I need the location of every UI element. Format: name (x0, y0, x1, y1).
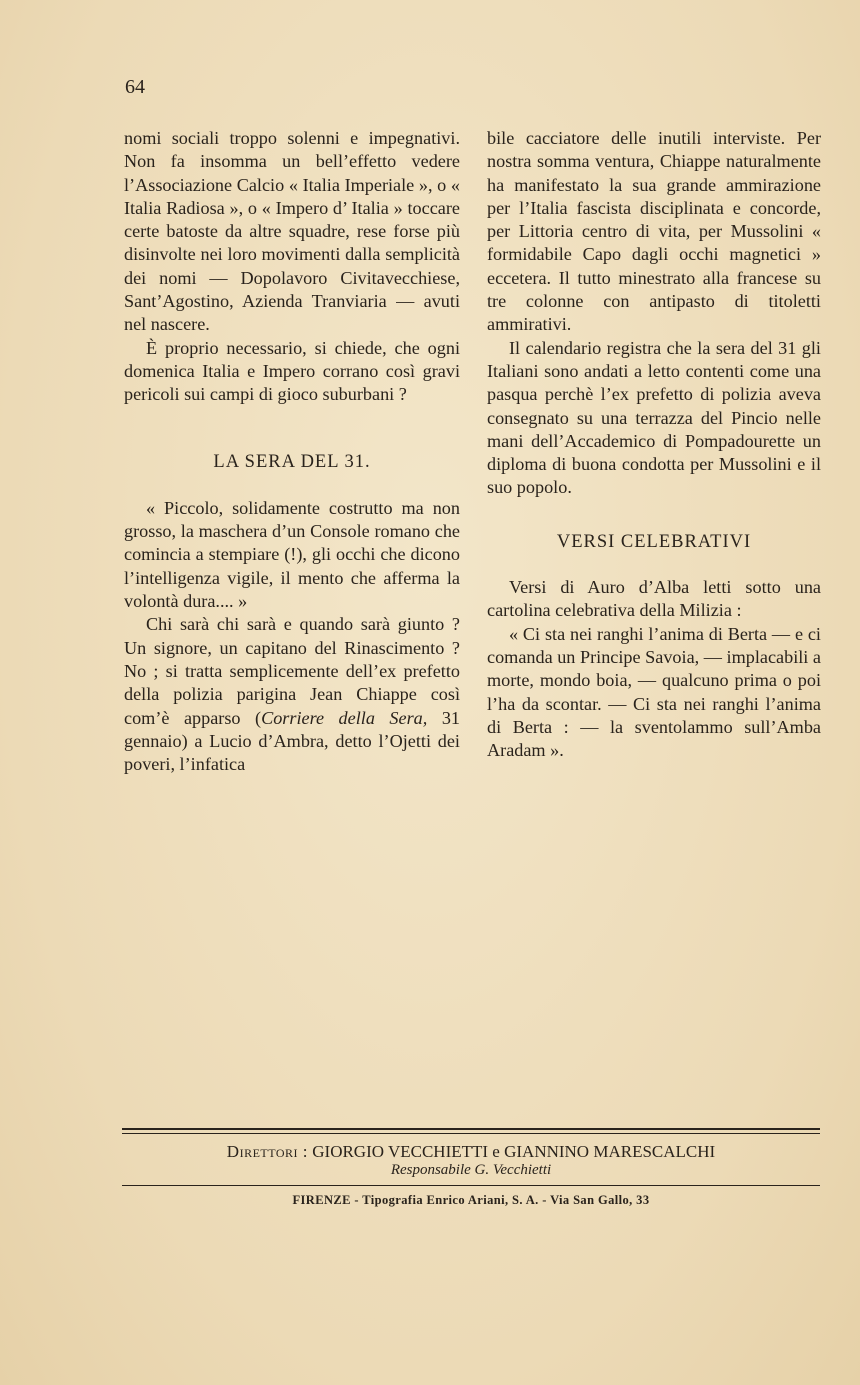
section-heading-versi: VERSI CELEBRATIVI (556, 531, 752, 552)
directors-names: GIORGIO VECCHIETTI e GIANNINO MARESCALCHI (312, 1142, 716, 1161)
right-paragraph-2: Il calendario registra che la sera del 31 gli Italiani sono andati a letto contenti come una pasqua perchè l’ex prefetto di polizia aveva consegnato su una terrazza del Pincio nelle mani dell’Accademico di Pompadourette un diploma di buona condotta per Mussolini e il suo popolo. (487, 337, 821, 498)
colophon (122, 1128, 820, 1208)
footer-double-rule (122, 1128, 820, 1134)
left-paragraph-4b: 31 gennaio) a Lucio d’Ambra, detto l’Ojetti dei poveri, l’infatica (124, 707, 461, 775)
directors-label: Direttori : (226, 1142, 308, 1161)
left-paragraph-4 (124, 613, 460, 776)
page-number: 64 (125, 76, 145, 98)
left-paragraph-2: È proprio necessario, si chiede, che ogni domenica Italia e Impero corrano così gravi pericoli sui campi di gioco suburbani ? (124, 337, 460, 405)
left-column (124, 127, 460, 776)
right-paragraph-1: bile cacciatore delle inutili interviste. Per nostra somma ventura, Chiappe naturalmente ha manifestato la sua grande ammirazione per l’Italia fascista disciplinata e concorde, per Littoria centro di vita, per Mussolini « formidabile Capo dagli occhi magnetici » eccetera. Il tutto minestrato alla francese su tre colonne con antipasto di titoletti ammirativi. (487, 128, 821, 335)
right-column (487, 127, 821, 762)
left-paragraph-1: nomi sociali troppo solenni e impegnativi. Non fa insomma un bell’effetto vedere l’Associazione Calcio « Italia Imperiale », o « Italia Radiosa », o « Impero d’ Italia » toccare certe batoste da altre squadre, rese forse più disinvolte nei loro movimenti dalla semplicità dei nomi — Dopolavoro Civitavecchiese, Sant’Agostino, Azienda Tranviaria — avuti nel nascere. (124, 128, 460, 335)
directors-line (122, 1142, 820, 1161)
left-paragraph-3: « Piccolo, solidamente costrutto ma non grosso, la maschera d’un Console romano che comincia a stempiare (!), gli occhi che dicono l’intelligenza vigile, il mento che afferma la volontà dura.... » (124, 497, 460, 612)
right-paragraph-3: Versi di Auro d’Alba letti sotto una cartolina celebrativa della Milizia : (487, 577, 821, 621)
footer-single-rule (122, 1185, 820, 1186)
right-paragraph-4: « Ci sta nei ranghi l’anima di Berta — e ci comanda un Principe Savoia, — implacabili a morte, mondo boia, — qualcuno prima o poi l’ha da scontar. — Ci sta nei ranghi l’anima di Berta : — la sventolammo sull’Amba Aradam ». (487, 623, 821, 761)
section-heading-sera: LA SERA DEL 31. (213, 451, 371, 472)
responsible-line: Responsabile G. Vecchietti (390, 1162, 552, 1178)
left-paragraph-4a: Chi sarà chi sarà e quando sarà giunto ? Un signore, un capitano del Rinascimento ? No ; si tratta semplicemente dell’ex prefetto della polizia parigina Jean Chiappe così com’è apparso ( (124, 614, 460, 728)
printer-line: FIRENZE - Tipografia Enrico Ariani, S. A. - Via San Gallo, 33 (292, 1193, 650, 1207)
source-citation: Corriere della Sera, (261, 707, 428, 728)
